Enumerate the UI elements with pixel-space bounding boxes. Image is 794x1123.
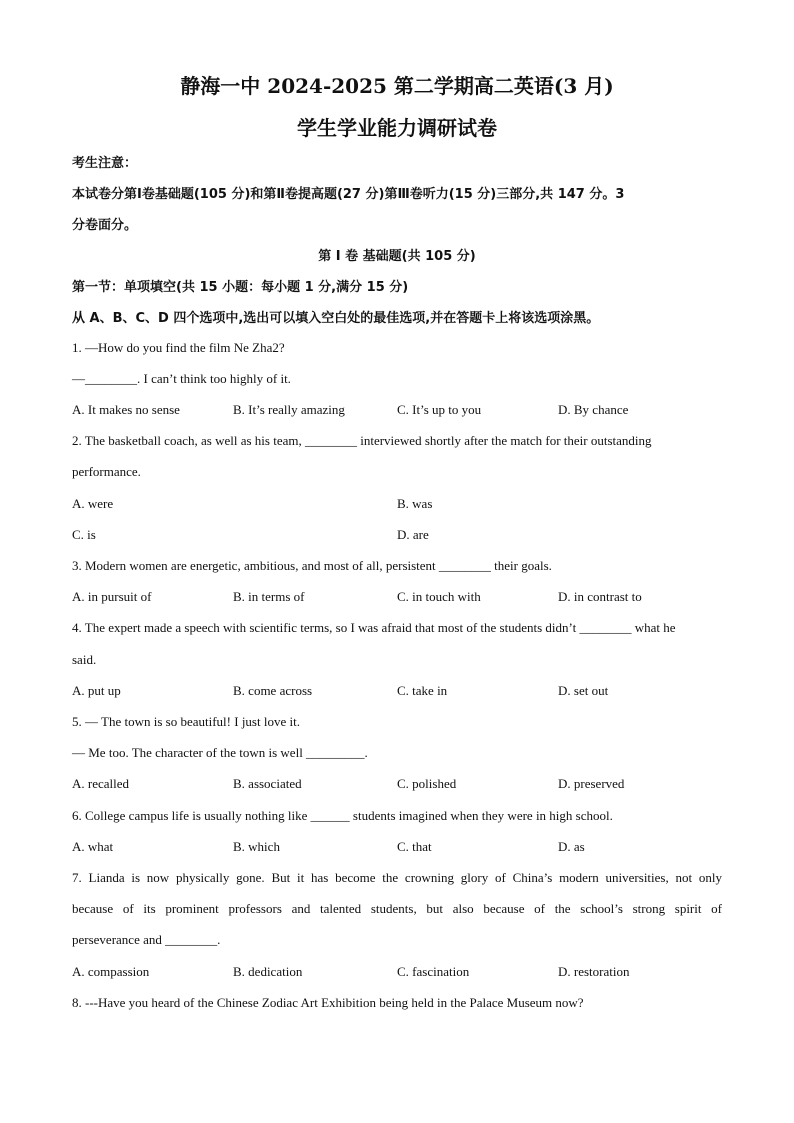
question-3-option-a: A. in pursuit of <box>72 589 152 604</box>
question-6-option-c: C. that <box>397 839 432 854</box>
question-1-response: —________. I can’t think too highly of it. <box>72 371 291 386</box>
question-6-option-a: A. what <box>72 839 114 854</box>
part-title: 第 Ⅰ 卷 基础题(共 105 分) <box>318 249 476 264</box>
question-4-option-d: D. set out <box>558 683 609 698</box>
question-3-stem: 3. Modern women are energetic, ambitious, and most of all, persistent ________ their goals. <box>72 558 552 573</box>
question-2-stem-cont: performance. <box>72 464 141 479</box>
question-6-stem: 6. College campus life is usually nothing like ______ students imagined when they were in high school. <box>72 808 613 823</box>
question-6-option-d: D. as <box>558 839 585 854</box>
question-1-option-a: A. It makes no sense <box>72 402 180 417</box>
notice-text-line2: 分卷面分。 <box>72 218 138 233</box>
question-2-option-c: C. is <box>72 527 96 542</box>
question-7-stem-end: perseverance and ________. <box>72 932 221 947</box>
question-2-option-a: A. were <box>72 496 114 511</box>
question-1-stem: 1. —How do you find the film Ne Zha2? <box>72 340 285 355</box>
notice-text-line1: 本试卷分第Ⅰ卷基础题(105 分)和第Ⅱ卷提高题(27 分)第Ⅲ卷听力(15 分)三部分,共 147 分。3 <box>72 187 625 202</box>
instruction-text: 从 A、B、C、D 四个选项中,选出可以填入空白处的最佳选项,并在答题卡上将该选项涂黑。 <box>72 311 600 326</box>
question-4-stem: 4. The expert made a speech with scientific terms, so I was afraid that most of the students didn’t ________ what he <box>72 620 676 635</box>
subsection-title: 第一节：单项填空(共 15 小题：每小题 1 分,满分 15 分) <box>72 280 409 295</box>
question-5-stem: 5. — The town is so beautiful! I just love it. <box>72 714 300 729</box>
question-3-option-c: C. in touch with <box>397 589 481 604</box>
question-1-option-c: C. It’s up to you <box>397 402 482 417</box>
question-5-option-d: D. preserved <box>558 776 625 791</box>
question-1-option-b: B. It’s really amazing <box>233 402 345 417</box>
question-2-option-b: B. was <box>397 496 433 511</box>
question-1-option-d: D. By chance <box>558 402 629 417</box>
question-7-option-d: D. restoration <box>558 964 630 979</box>
question-7-option-c: C. fascination <box>397 964 470 979</box>
question-5-response: — Me too. The character of the town is well _________. <box>72 745 368 760</box>
question-4-option-b: B. come across <box>233 683 313 698</box>
notice-label: 考生注意： <box>72 156 138 171</box>
question-4-option-c: C. take in <box>397 683 448 698</box>
question-5-option-b: B. associated <box>233 776 302 791</box>
question-7-option-a: A. compassion <box>72 964 150 979</box>
question-5-option-c: C. polished <box>397 776 457 791</box>
question-2-stem: 2. The basketball coach, as well as his team, ________ interviewed shortly after the match for their outstanding <box>72 433 652 448</box>
question-7-stem: 7. Lianda is now physically gone. But it has become the crowning glory of China’s modern universities, not only <box>72 870 722 885</box>
question-8-stem: 8. ---Have you heard of the Chinese Zodiac Art Exhibition being held in the Palace Museum now? <box>72 995 584 1010</box>
question-4-option-a: A. put up <box>72 683 121 698</box>
question-2-option-d: D. are <box>397 527 429 542</box>
question-5-option-a: A. recalled <box>72 776 130 791</box>
question-7-option-b: B. dedication <box>233 964 303 979</box>
question-6-option-b: B. which <box>233 839 280 854</box>
question-7-stem-cont: because of its prominent professors and talented students, but also because of the school’s strong spirit of <box>72 901 722 916</box>
question-3-option-b: B. in terms of <box>233 589 305 604</box>
exam-title: 静海一中 2024-2025 第二学期高二英语(3 月) <box>180 74 614 98</box>
exam-subtitle: 学生学业能力调研试卷 <box>297 116 497 140</box>
question-4-stem-cont: said. <box>72 652 97 667</box>
question-3-option-d: D. in contrast to <box>558 589 642 604</box>
